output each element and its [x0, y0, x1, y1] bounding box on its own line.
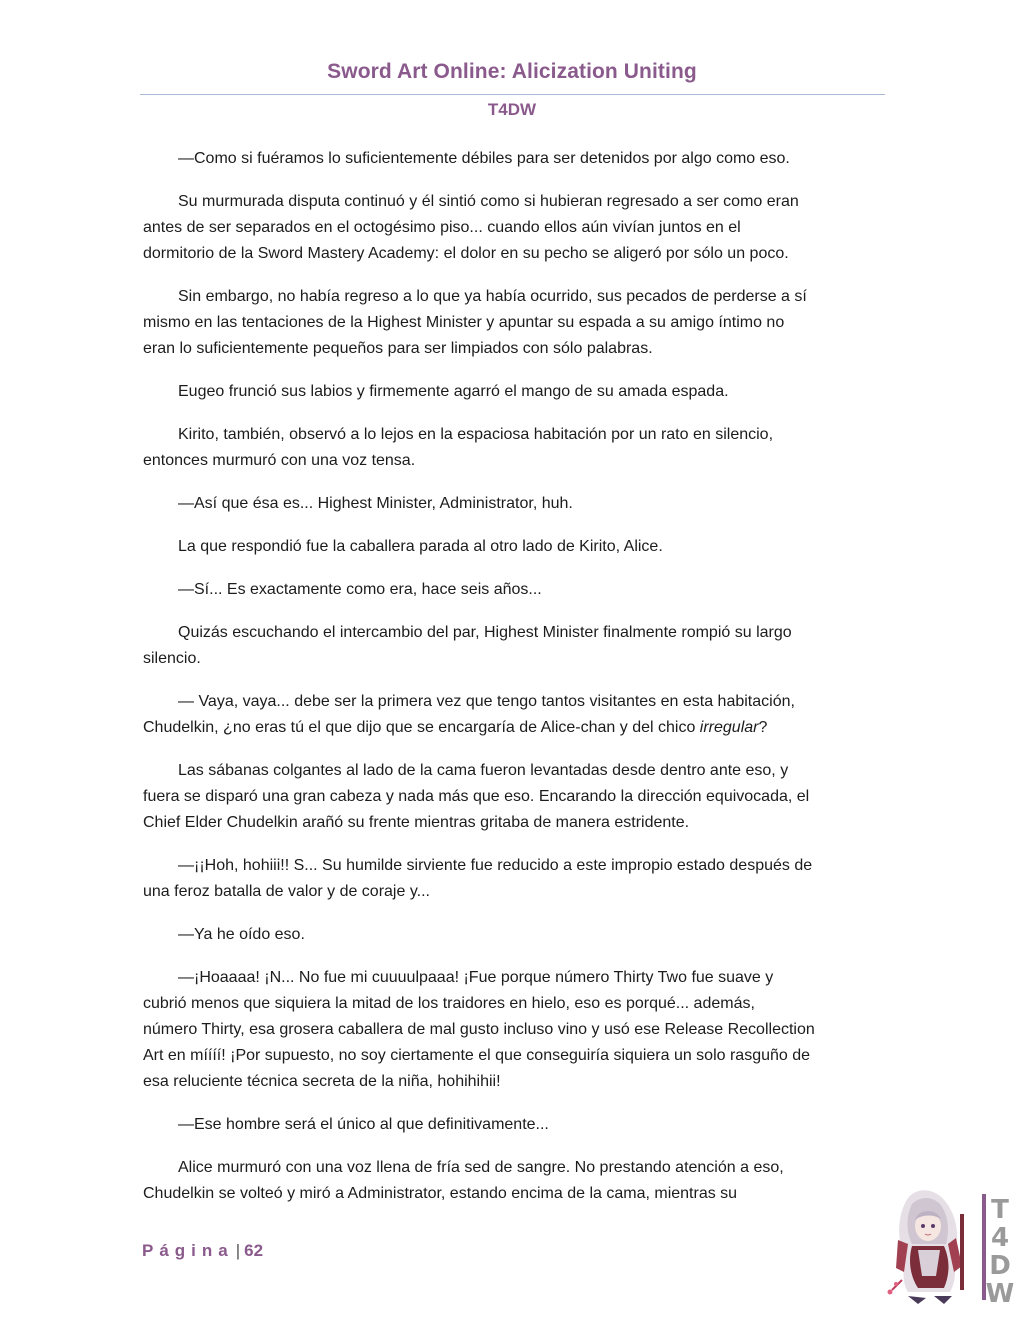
paragraph — [178, 146, 884, 172]
text-line: Chudelkin se volteó y miró a Administrator, estando encima de la cama, mientras su — [143, 1185, 738, 1202]
paragraph — [178, 922, 884, 948]
text-line: Art en míííí! ¡Por supuesto, no soy ciertamente el que conseguiría siquiera un solo rasguño de — [143, 1047, 811, 1064]
paragraph — [143, 758, 884, 836]
paragraph — [143, 620, 884, 672]
text-line: —Como si fuéramos lo suficientemente débiles para ser detenidos por algo como eso. — [178, 150, 790, 167]
paragraph — [143, 689, 884, 741]
text-line: Chudelkin, ¿no eras tú el que dijo que se encargaría de Alice-chan y del chico irregular? — [143, 719, 768, 736]
text-line: Su murmurada disputa continuó y él sintió como si hubieran regresado a ser como eran — [178, 193, 799, 210]
text-line: antes de ser separados en el octogésimo piso... cuando ellos aún vivían juntos en el — [143, 219, 741, 236]
page-number: 62 — [244, 1241, 264, 1260]
paragraph — [143, 189, 884, 267]
mascot-illustration — [888, 1190, 963, 1304]
paragraph — [143, 853, 884, 905]
paragraph — [178, 379, 884, 405]
logo-letter-4: 4 — [990, 1223, 1010, 1253]
logo-letter-w: W — [985, 1279, 1015, 1309]
paragraph — [143, 1155, 884, 1207]
paragraph — [178, 1112, 884, 1138]
text-line: entonces murmuró con una voz tensa. — [143, 452, 416, 469]
logo-letter-d: D — [989, 1251, 1011, 1281]
text-line: Las sábanas colgantes al lado de la cama fueron levantadas desde dentro ante eso, y — [178, 762, 789, 779]
paragraph — [143, 422, 884, 474]
logo-letter-t: T — [991, 1195, 1009, 1225]
body-text — [143, 146, 884, 1224]
text-line: fuera se disparó una gran cabeza y nada más que eso. Encarando la dirección equivocada, el — [143, 788, 810, 805]
text-line: cubrió menos que siquiera la mitad de los traidores en hielo, eso es porqué... además, — [143, 995, 755, 1012]
logo-divider — [982, 1194, 986, 1300]
paragraph — [143, 965, 884, 1095]
paragraph — [178, 534, 884, 560]
paragraph — [143, 284, 884, 362]
text-line: —Ya he oído eso. — [178, 926, 305, 943]
text-line: Chief Elder Chudelkin arañó su frente mientras gritaba de manera estridente. — [143, 814, 690, 831]
text-line: La que respondió fue la caballera parada al otro lado de Kirito, Alice. — [178, 538, 663, 555]
text-line: eran lo suficientemente pequeños para ser limpiados con sólo palabras. — [143, 340, 653, 357]
text-line: —¡¡Hoh, hohiii!! S... Su humilde sirviente fue reducido a este impropio estado después de — [178, 857, 813, 874]
text-line: dormitorio de la Sword Mastery Academy: el dolor en su pecho se aligeró por sólo un poco. — [143, 245, 789, 262]
page-separator: | — [235, 1241, 241, 1260]
text-line: silencio. — [143, 650, 201, 667]
page-header-subtitle: T4DW — [487, 100, 537, 119]
text-line: —Ese hombre será el único al que definitivamente... — [178, 1116, 549, 1133]
text-line: número Thirty, esa grosera caballera de mal gusto incluso vino y usó ese Release Recollection — [143, 1021, 815, 1038]
text-line: Eugeo frunció sus labios y firmemente agarró el mango de su amada espada. — [178, 383, 729, 400]
paragraph — [178, 577, 884, 603]
t4dw-logo — [878, 1180, 1018, 1310]
text-line: una feroz batalla de valor y de coraje y... — [143, 883, 430, 900]
text-line: —¡Hoaaaa! ¡N... No fue mi cuuuulpaaa! ¡Fue porque número Thirty Two fue suave y — [178, 969, 774, 986]
text-line: Kirito, también, observó a lo lejos en la espaciosa habitación por un rato en silencio, — [178, 426, 774, 443]
page-footer — [142, 1241, 263, 1261]
text-line: — Vaya, vaya... debe ser la primera vez que tengo tantos visitantes en esta habitación, — [178, 693, 795, 710]
page-label: Página — [142, 1241, 234, 1260]
text-line: Quizás escuchando el intercambio del par, Highest Minister finalmente rompió su largo — [178, 624, 792, 641]
text-line: Alice murmuró con una voz llena de fría sed de sangre. No prestando atención a eso, — [178, 1159, 784, 1176]
text-line: Sin embargo, no había regreso a lo que ya había ocurrido, sus pecados de perderse a sí — [178, 288, 807, 305]
header-divider — [140, 94, 885, 95]
text-line: —Así que ésa es... Highest Minister, Administrator, huh. — [178, 495, 573, 512]
text-line: esa reluciente técnica secreta de la niña, hohihihii! — [143, 1073, 501, 1090]
text-line: mismo en las tentaciones de la Highest Minister y apuntar su espada a su amigo íntimo no — [143, 314, 785, 331]
text-line: —Sí... Es exactamente como era, hace seis años... — [178, 581, 542, 598]
paragraph — [178, 491, 884, 517]
page-header-title: Sword Art Online: Alicization Uniting — [327, 60, 697, 83]
